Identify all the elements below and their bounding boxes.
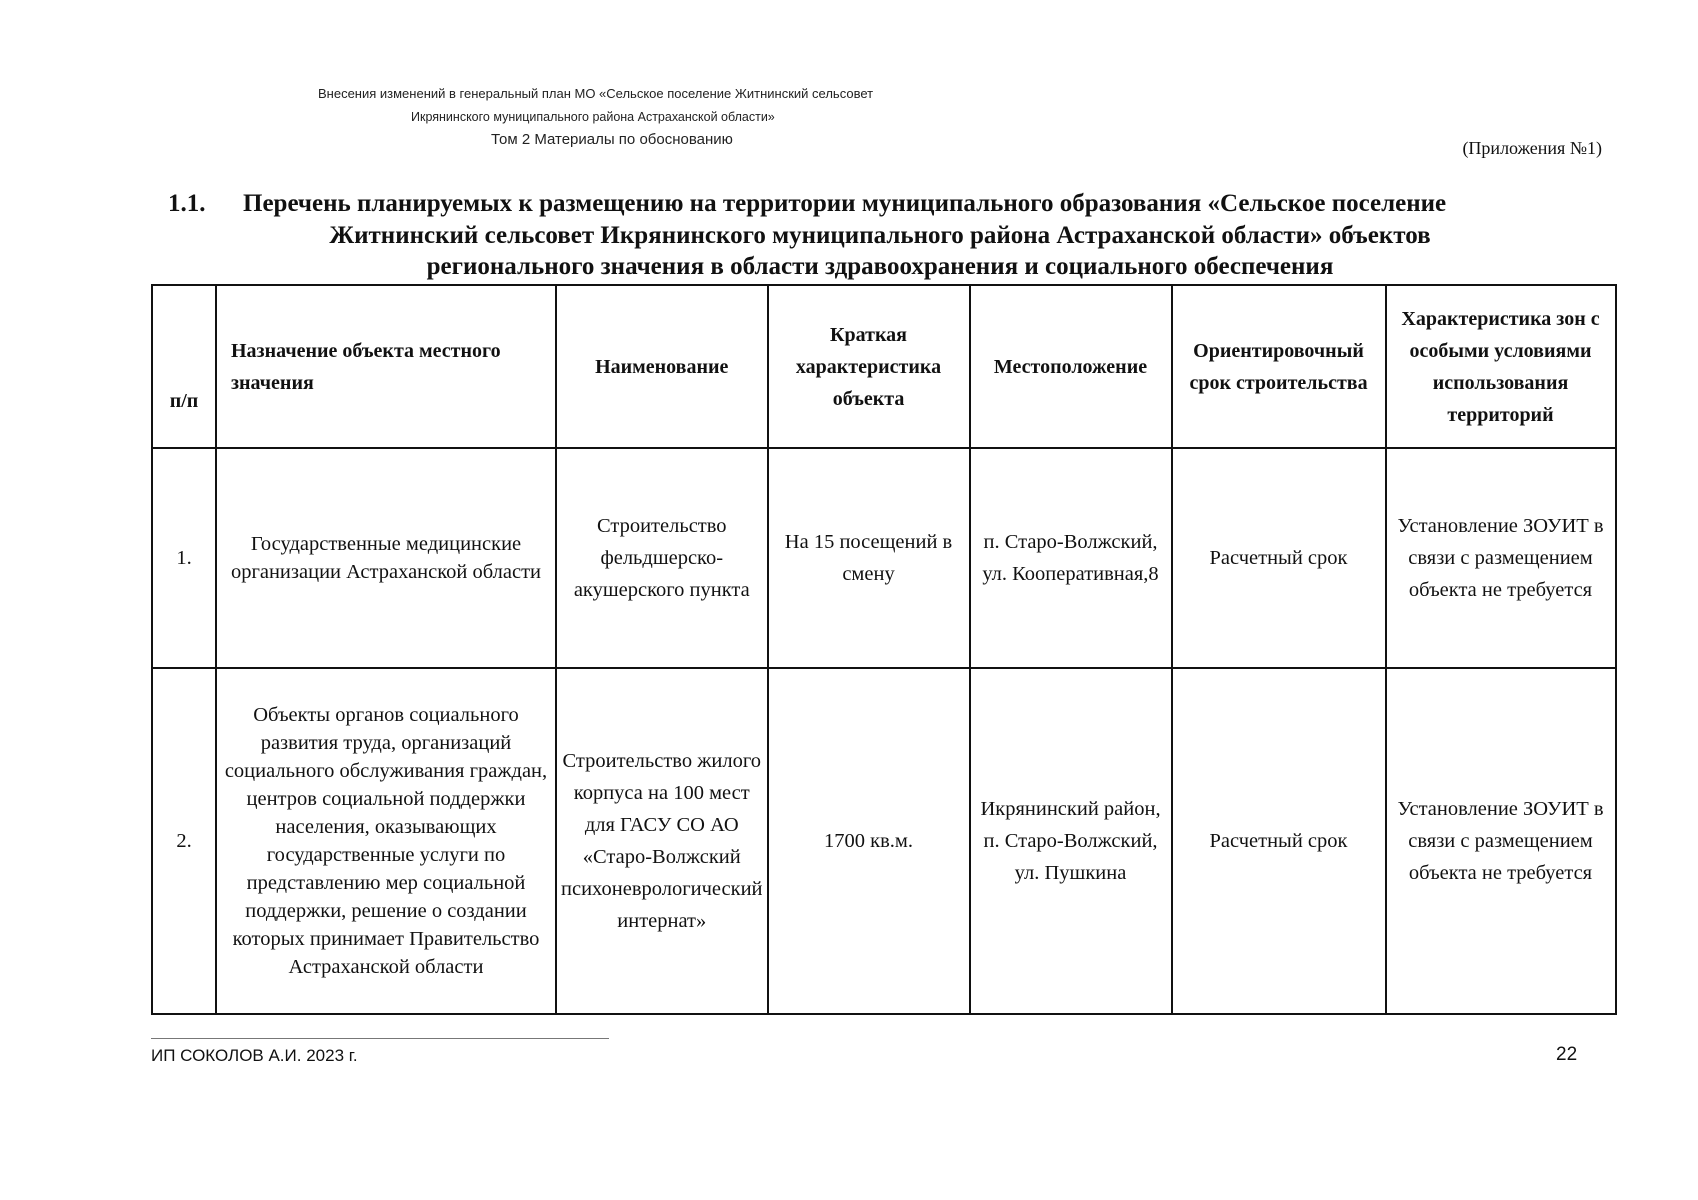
row-location: Икрянинский район, п. Старо-Волжский, ул. Пушкина <box>970 668 1172 1014</box>
title-line-1: Перечень планируемых к размещению на территории муниципального образования «Сельское поселение <box>243 190 1447 217</box>
title-line-2: Житнинский сельсовет Икрянинского муниципального района Астраханской области» объектов <box>329 222 1431 249</box>
header-line-2: Икрянинского муниципального района Астраханской области» <box>411 110 775 124</box>
header-term: Ориентировочный срок строительства <box>1172 285 1386 448</box>
header-line-1: Внесения изменений в генеральный план МО «Сельское поселение Житнинский сельсовет <box>318 86 874 101</box>
header-purpose: Назначение объекта местного значения <box>216 285 556 448</box>
header-brief: Краткая характеристика объекта <box>768 285 970 448</box>
row-zones: Установление ЗОУИТ в связи с размещением объекта не требуется <box>1386 668 1616 1014</box>
table-row <box>152 668 1616 1014</box>
row-num: 2. <box>152 668 216 1014</box>
header-zones: Характеристика зон с особыми условиями использования территорий <box>1386 285 1616 448</box>
row-purpose: Государственные медицинские организации Астраханской области <box>216 448 556 668</box>
row-num: 1. <box>152 448 216 668</box>
title-line-3: регионального значения в области здравоохранения и социального обеспечения <box>426 253 1334 280</box>
objects-table <box>151 284 1617 1015</box>
row-zones: Установление ЗОУИТ в связи с размещением объекта не требуется <box>1386 448 1616 668</box>
row-brief: На 15 посещений в смену <box>768 448 970 668</box>
row-purpose: Объекты органов социального развития труда, организаций социального обслуживания граждан, центров социальной поддержки населения, оказывающих государственные услуги по представлению мер социальной поддержки, решение о создании которых принимает Правительство Астраханской области <box>216 668 556 1014</box>
header-num: п/п <box>152 285 216 448</box>
footer-divider <box>151 1038 609 1039</box>
section-number: 1.1. <box>168 190 206 217</box>
appendix-label: (Приложения №1) <box>1462 138 1602 158</box>
row-term: Расчетный срок <box>1172 448 1386 668</box>
row-brief: 1700 кв.м. <box>768 668 970 1014</box>
row-name: Строительство жилого корпуса на 100 мест для ГАСУ СО АО «Старо-Волжский психоневрологический интернат» <box>556 668 768 1014</box>
row-location: п. Старо-Волжский, ул. Кооперативная,8 <box>970 448 1172 668</box>
footer-author: ИП СОКОЛОВ А.И. 2023 г. <box>151 1046 358 1065</box>
table-header-row <box>152 285 1616 448</box>
page-number: 22 <box>1556 1044 1578 1065</box>
row-term: Расчетный срок <box>1172 668 1386 1014</box>
row-name: Строительство фельдшерско-акушерского пункта <box>556 448 768 668</box>
table-row <box>152 448 1616 668</box>
header-location: Местоположение <box>970 285 1172 448</box>
header-line-3: Том 2 Материалы по обоснованию <box>491 131 733 148</box>
header-name: Наименование <box>556 285 768 448</box>
